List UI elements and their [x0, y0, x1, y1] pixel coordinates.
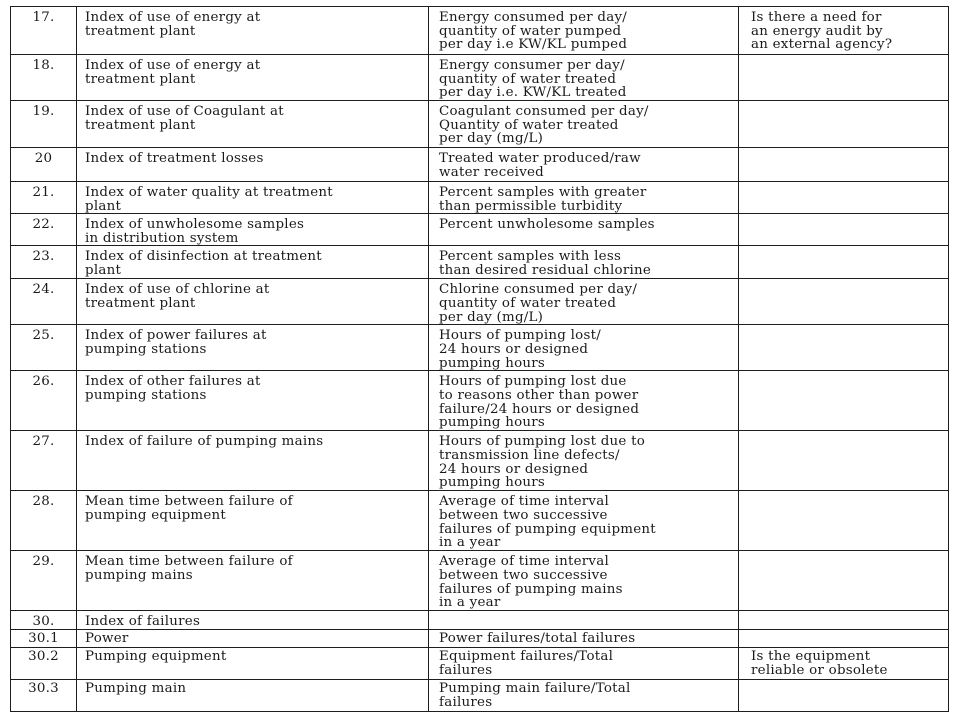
indicator-name: Index of water quality at treatment plant	[77, 182, 429, 214]
indicator-remark	[739, 551, 949, 611]
indicator-remark	[739, 611, 949, 630]
indicator-remark	[739, 679, 949, 711]
table-row	[11, 551, 949, 611]
indicator-name: Index of use of chlorine at treatment plant	[77, 279, 429, 325]
table-row	[11, 55, 949, 101]
table-row	[11, 7, 949, 55]
indicator-definition: Chlorine consumed per day/ quantity of water treated per day (mg/L)	[429, 279, 739, 325]
row-number: 23.	[11, 246, 77, 279]
indicator-remark: Is there a need for an energy audit by an external agency?	[739, 7, 949, 55]
table-row	[11, 182, 949, 214]
table-row	[11, 371, 949, 431]
table-row	[11, 491, 949, 551]
table-row	[11, 611, 949, 630]
row-number: 21.	[11, 182, 77, 214]
table-row	[11, 647, 949, 679]
indicator-definition: Coagulant consumed per day/ Quantity of water treated per day (mg/L)	[429, 101, 739, 148]
indicator-name: Pumping main	[77, 679, 429, 711]
indicator-remark	[739, 279, 949, 325]
indicator-definition: Hours of pumping lost due to transmission line defects/ 24 hours or designed pumping hours	[429, 431, 739, 491]
indicator-definition: Equipment failures/Total failures	[429, 647, 739, 679]
row-number: 28.	[11, 491, 77, 551]
indicator-remark	[739, 491, 949, 551]
table-row	[11, 246, 949, 279]
indicator-definition: Energy consumed per day/ quantity of water pumped per day i.e KW/KL pumped	[429, 7, 739, 55]
indicator-name: Index of unwholesome samples in distribution system	[77, 214, 429, 246]
table-row	[11, 325, 949, 371]
table-row	[11, 279, 949, 325]
indicator-definition: Power failures/total failures	[429, 629, 739, 647]
indicator-remark	[739, 246, 949, 279]
indicator-definition: Energy consumer per day/ quantity of water treated per day i.e. KW/KL treated	[429, 55, 739, 101]
indicator-name: Index of use of energy at treatment plant	[77, 7, 429, 55]
table-row	[11, 148, 949, 182]
row-number: 22.	[11, 214, 77, 246]
indicator-definition: Hours of pumping lost due to reasons other than power failure/24 hours or designed pumping hours	[429, 371, 739, 431]
row-number: 30.3	[11, 679, 77, 711]
indicator-definition: Treated water produced/raw water received	[429, 148, 739, 182]
row-number: 30.	[11, 611, 77, 630]
row-number: 26.	[11, 371, 77, 431]
indicator-name: Mean time between failure of pumping equipment	[77, 491, 429, 551]
indicator-definition: Percent samples with less than desired residual chlorine	[429, 246, 739, 279]
table-row	[11, 679, 949, 711]
indicator-name: Index of treatment losses	[77, 148, 429, 182]
indicator-remark	[739, 431, 949, 491]
row-number: 27.	[11, 431, 77, 491]
indicator-remark	[739, 148, 949, 182]
indicator-definition: Hours of pumping lost/ 24 hours or designed pumping hours	[429, 325, 739, 371]
indicator-definition: Pumping main failure/Total failures	[429, 679, 739, 711]
indicator-remark	[739, 371, 949, 431]
row-number: 20	[11, 148, 77, 182]
indicator-remark	[739, 629, 949, 647]
indicator-remark	[739, 325, 949, 371]
indicator-name: Index of other failures at pumping stations	[77, 371, 429, 431]
indicator-name: Index of use of Coagulant at treatment plant	[77, 101, 429, 148]
indicator-name: Index of power failures at pumping stations	[77, 325, 429, 371]
indicator-remark	[739, 214, 949, 246]
indicator-remark	[739, 101, 949, 148]
indicator-table-sheet	[10, 6, 948, 714]
row-number: 24.	[11, 279, 77, 325]
indicator-name: Mean time between failure of pumping mains	[77, 551, 429, 611]
row-number: 25.	[11, 325, 77, 371]
table-row	[11, 431, 949, 491]
indicator-name: Power	[77, 629, 429, 647]
indicator-definition	[429, 611, 739, 630]
indicator-name: Index of failures	[77, 611, 429, 630]
table-row	[11, 101, 949, 148]
row-number: 30.2	[11, 647, 77, 679]
indicator-remark	[739, 55, 949, 101]
row-number: 18.	[11, 55, 77, 101]
indicator-name: Index of failure of pumping mains	[77, 431, 429, 491]
row-number: 19.	[11, 101, 77, 148]
table-row	[11, 629, 949, 647]
indicator-definition: Percent unwholesome samples	[429, 214, 739, 246]
row-number: 30.1	[11, 629, 77, 647]
indicator-definition: Percent samples with greater than permissible turbidity	[429, 182, 739, 214]
indicator-name: Index of use of energy at treatment plant	[77, 55, 429, 101]
indicator-remark	[739, 182, 949, 214]
indicator-remark: Is the equipment reliable or obsolete	[739, 647, 949, 679]
row-number: 17.	[11, 7, 77, 55]
indicator-definition: Average of time interval between two successive failures of pumping equipment in a year	[429, 491, 739, 551]
indicator-name: Pumping equipment	[77, 647, 429, 679]
row-number: 29.	[11, 551, 77, 611]
table-row	[11, 214, 949, 246]
indicator-definition: Average of time interval between two successive failures of pumping mains in a year	[429, 551, 739, 611]
indicator-name: Index of disinfection at treatment plant	[77, 246, 429, 279]
performance-indicator-table	[10, 6, 949, 712]
